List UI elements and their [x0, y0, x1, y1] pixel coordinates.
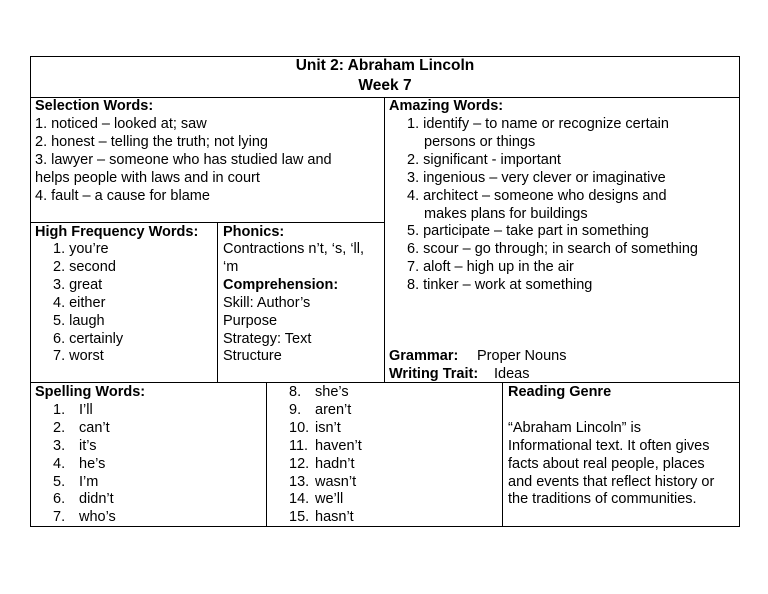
spelling-words-heading: Spelling Words: — [35, 384, 146, 400]
amazing-line: 6. scour – go through; in search of something — [407, 241, 698, 257]
spelling-word: haven’t — [315, 438, 362, 454]
table-border-right — [739, 56, 740, 527]
divider-spelling-genre — [502, 382, 503, 527]
spelling-number: 1. — [53, 402, 66, 418]
spelling-word: it’s — [79, 438, 97, 454]
week-label: Week 7 — [358, 77, 412, 94]
hfw-item: 1. you’re — [53, 241, 109, 257]
phonics-line: Contractions n’t, ‘s, ‘ll, — [223, 241, 365, 257]
comprehension-heading: Comprehension: — [223, 277, 339, 293]
genre-line: and events that reflect history or — [508, 474, 715, 490]
phonics-line: ‘m — [223, 259, 239, 275]
spelling-number: 4. — [53, 456, 66, 472]
amazing-line: 4. architect – someone who designs and — [407, 188, 667, 204]
amazing-line: 1. identify – to name or recognize certain — [407, 116, 669, 132]
spelling-number: 10. — [289, 420, 310, 436]
spelling-word: aren’t — [315, 402, 352, 418]
spelling-word: wasn’t — [315, 474, 357, 490]
comprehension-line: Skill: Author’s — [223, 295, 311, 311]
selection-line: 3. lawyer – someone who has studied law and — [35, 152, 332, 168]
spelling-number: 2. — [53, 420, 66, 436]
table-border-bottom — [30, 526, 740, 527]
hfw-item: 3. great — [53, 277, 103, 293]
genre-line: “Abraham Lincoln” is — [508, 420, 641, 436]
hfw-item: 5. laugh — [53, 313, 105, 329]
selection-line: 1. noticed – looked at; saw — [35, 116, 207, 132]
page-title: Unit 2: Abraham Lincoln — [295, 57, 475, 74]
spelling-number: 12. — [289, 456, 310, 472]
hfw-item: 2. second — [53, 259, 116, 275]
selection-line: helps people with laws and in court — [35, 170, 260, 186]
writing-trait-label: Writing Trait: — [389, 366, 479, 382]
amazing-line: makes plans for buildings — [424, 206, 588, 222]
spelling-word: she’s — [315, 384, 349, 400]
spelling-number: 11. — [289, 438, 309, 454]
spelling-number: 8. — [289, 384, 302, 400]
hfw-item: 6. certainly — [53, 331, 124, 347]
spelling-word: I’m — [79, 474, 99, 490]
spelling-number: 9. — [289, 402, 302, 418]
spelling-number: 14. — [289, 491, 310, 507]
spelling-word: hasn’t — [315, 509, 354, 525]
amazing-line: 5. participate – take part in something — [407, 223, 649, 239]
spelling-number: 5. — [53, 474, 66, 490]
spelling-word: I’ll — [79, 402, 93, 418]
divider-hfw-phonics — [217, 222, 218, 383]
selection-line: 4. fault – a cause for blame — [35, 188, 210, 204]
writing-trait-value: Ideas — [494, 366, 530, 382]
spelling-number: 3. — [53, 438, 66, 454]
spelling-word: isn’t — [315, 420, 341, 436]
amazing-line: 7. aloft – high up in the air — [407, 259, 574, 275]
spelling-word: who’s — [79, 509, 116, 525]
comprehension-line: Purpose — [223, 313, 278, 329]
grammar-label: Grammar: — [389, 348, 459, 364]
comprehension-line: Structure — [223, 348, 282, 364]
divider-selection-amazing — [384, 97, 385, 383]
spelling-word: didn’t — [79, 491, 114, 507]
spelling-number: 15. — [289, 509, 310, 525]
spelling-number: 7. — [53, 509, 66, 525]
table-border-left — [30, 56, 31, 527]
selection-words-heading: Selection Words: — [35, 98, 154, 114]
amazing-words-heading: Amazing Words: — [389, 98, 504, 114]
spelling-word: hadn’t — [315, 456, 355, 472]
comprehension-line: Strategy: Text — [223, 331, 312, 347]
amazing-line: 8. tinker – work at something — [407, 277, 593, 293]
amazing-line: persons or things — [424, 134, 536, 150]
spelling-word: we’ll — [315, 491, 344, 507]
spelling-word: can’t — [79, 420, 110, 436]
high-frequency-heading: High Frequency Words: — [35, 224, 199, 240]
selection-line: 2. honest – telling the truth; not lying — [35, 134, 268, 150]
reading-genre-heading: Reading Genre — [508, 384, 612, 400]
divider-spelling-cols — [266, 382, 267, 527]
amazing-line: 2. significant - important — [407, 152, 561, 168]
genre-line: Informational text. It often gives — [508, 438, 710, 454]
spelling-word: he’s — [79, 456, 106, 472]
grammar-value: Proper Nouns — [477, 348, 567, 364]
spelling-number: 13. — [289, 474, 310, 490]
hfw-item: 4. either — [53, 295, 106, 311]
phonics-heading: Phonics: — [223, 224, 285, 240]
amazing-line: 3. ingenious – very clever or imaginative — [407, 170, 666, 186]
genre-line: the traditions of communities. — [508, 491, 697, 507]
genre-line: facts about real people, places — [508, 456, 705, 472]
spelling-number: 6. — [53, 491, 66, 507]
hfw-item: 7. worst — [53, 348, 104, 364]
